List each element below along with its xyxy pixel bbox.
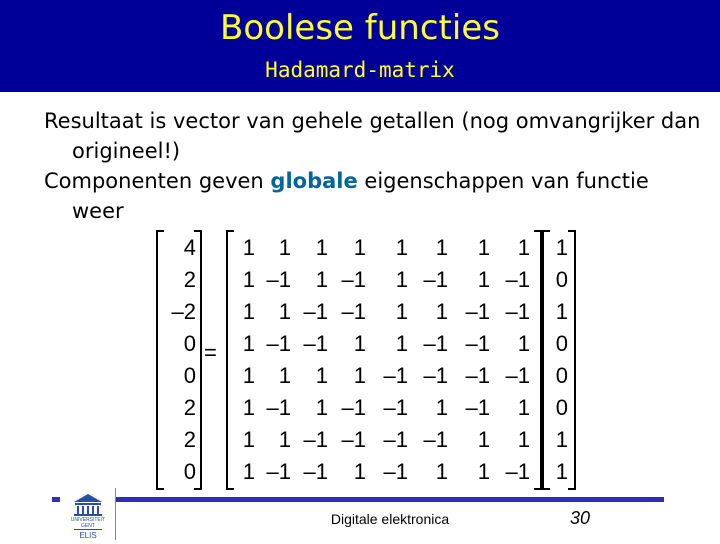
course-name: Digitale elektronica <box>330 511 450 527</box>
matrix-cell: 1 <box>278 235 291 260</box>
matrix-cell: –1 <box>383 363 408 388</box>
matrix-cell: 1 <box>242 395 255 420</box>
university-logo <box>60 488 116 540</box>
matrix-cell: –1 <box>303 299 328 324</box>
matrix-cell: 1 <box>242 363 255 388</box>
result-vector-cell: –2 <box>171 299 196 324</box>
logo-text: UNIVERSITEIT <box>70 517 106 523</box>
page-number: 30 <box>569 508 591 528</box>
bullet-item <box>44 166 704 226</box>
bullet-item <box>44 106 704 166</box>
input-vector-cell: 1 <box>555 427 568 452</box>
input-vector-cell: 0 <box>555 395 568 420</box>
matrix-cell: 1 <box>477 459 490 484</box>
matrix-cell: 1 <box>278 299 291 324</box>
result-vector-cell: 2 <box>183 267 196 292</box>
input-vector-cell: 1 <box>555 459 568 484</box>
matrix-cell: 1 <box>315 363 328 388</box>
result-vector-cell: 0 <box>183 363 196 388</box>
footer-divider <box>52 497 664 502</box>
matrix-cell: 1 <box>435 459 448 484</box>
input-vector-right-bracket <box>568 230 576 490</box>
result-vector-cell: 0 <box>183 331 196 356</box>
result-vector-cell: 2 <box>183 395 196 420</box>
bullet-text: Componenten geven <box>44 169 271 193</box>
matrix-cell: –1 <box>341 267 366 292</box>
matrix-cell: 1 <box>242 267 255 292</box>
matrix-cell: –1 <box>303 331 328 356</box>
matrix-cell: 1 <box>353 331 366 356</box>
matrix-cell: –1 <box>383 427 408 452</box>
matrix-right-bracket <box>534 230 542 490</box>
matrix-cell: 1 <box>395 299 408 324</box>
result-vector-cell: 4 <box>183 235 196 260</box>
matrix-cell: 1 <box>517 427 530 452</box>
matrix-cell: –1 <box>505 459 530 484</box>
equals-sign: = <box>204 340 217 365</box>
input-vector-cell: 1 <box>555 299 568 324</box>
matrix-cell: 1 <box>353 363 366 388</box>
matrix-cell: –1 <box>266 459 291 484</box>
matrix-cell: 1 <box>435 235 448 260</box>
matrix-cell: –1 <box>423 363 448 388</box>
matrix-cell: –1 <box>423 331 448 356</box>
highlight-word: globale <box>270 169 358 193</box>
matrix-cell: –1 <box>465 331 490 356</box>
title-bar <box>0 0 720 92</box>
matrix-cell: –1 <box>423 427 448 452</box>
matrix-cell: 1 <box>517 395 530 420</box>
matrix-cell: 1 <box>315 267 328 292</box>
matrix-cell: –1 <box>423 267 448 292</box>
slide-title: Boolese functies <box>220 8 500 48</box>
bullet-list <box>44 106 704 226</box>
matrix-cell: 1 <box>278 427 291 452</box>
matrix-cell: 1 <box>395 235 408 260</box>
matrix-cell: –1 <box>341 395 366 420</box>
matrix-cell: 1 <box>353 459 366 484</box>
matrix-cell: 1 <box>435 395 448 420</box>
matrix-cell: –1 <box>383 459 408 484</box>
input-vector-cell: 0 <box>555 267 568 292</box>
matrix-cell: –1 <box>465 395 490 420</box>
bullet-text: eigenschappen van functie weer <box>72 169 649 223</box>
matrix-cell: 1 <box>353 235 366 260</box>
matrix-cell: –1 <box>341 299 366 324</box>
input-vector-cell: 1 <box>555 235 568 260</box>
matrix-cell: –1 <box>505 267 530 292</box>
matrix-cell: –1 <box>505 299 530 324</box>
matrix-cell: 1 <box>517 331 530 356</box>
matrix-cell: 1 <box>242 235 255 260</box>
matrix-cell: –1 <box>303 459 328 484</box>
matrix-cell: 1 <box>242 427 255 452</box>
logo-text: ELIS <box>79 531 97 540</box>
matrix-cell: 1 <box>477 235 490 260</box>
matrix-cell: 1 <box>477 267 490 292</box>
matrix-cell: 1 <box>395 267 408 292</box>
ugent-logo-icon <box>60 488 116 540</box>
input-vector-cell: 0 <box>555 363 568 388</box>
matrix-cell: –1 <box>266 267 291 292</box>
matrix-cell: –1 <box>266 331 291 356</box>
matrix-cell: –1 <box>383 395 408 420</box>
matrix-cell: 1 <box>242 459 255 484</box>
slide-subtitle: Hadamard-matrix <box>265 58 455 82</box>
bullet-text: Resultaat is vector van gehele getallen (nog omvangrijker dan origineel!) <box>44 109 701 163</box>
matrix-cell: 1 <box>435 299 448 324</box>
matrix-cell: 1 <box>242 299 255 324</box>
result-vector-cell: 2 <box>183 427 196 452</box>
matrix-cell: 1 <box>315 395 328 420</box>
matrix-cell: –1 <box>505 363 530 388</box>
input-vector-cell: 0 <box>555 331 568 356</box>
result-vector-cell: 0 <box>183 459 196 484</box>
matrix-cell: –1 <box>303 427 328 452</box>
matrix-cell: –1 <box>465 299 490 324</box>
matrix-cell: 1 <box>278 363 291 388</box>
matrix-cell: 1 <box>477 427 490 452</box>
logo-text: GENT <box>81 523 95 529</box>
matrix-cell: –1 <box>341 427 366 452</box>
matrix-cell: 1 <box>242 331 255 356</box>
matrix-cell: 1 <box>315 235 328 260</box>
matrix-cell: –1 <box>465 363 490 388</box>
matrix-cell: –1 <box>266 395 291 420</box>
matrix-cell: 1 <box>517 235 530 260</box>
matrix-cell: 1 <box>395 331 408 356</box>
